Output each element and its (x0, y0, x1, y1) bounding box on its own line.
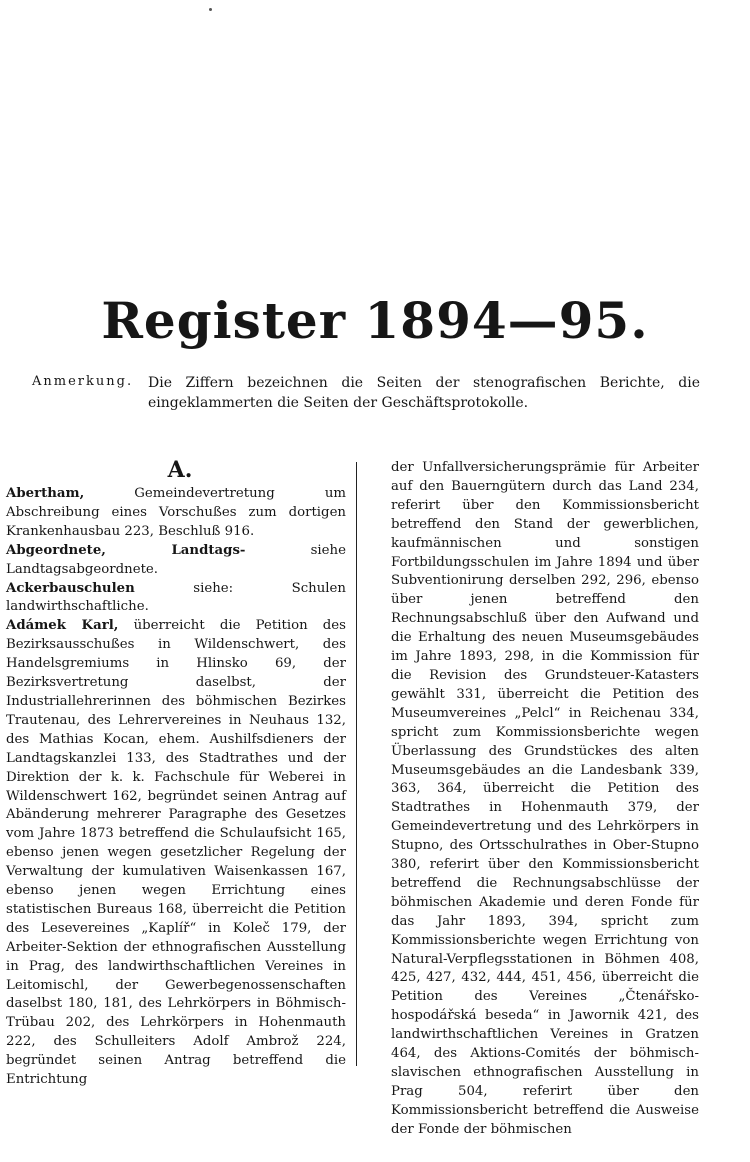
register-entry-abertham (6, 485, 346, 542)
section-letter: A. (167, 457, 193, 483)
right-column (391, 459, 699, 1140)
ink-speck (209, 8, 212, 11)
entry-text: überreicht die Petition des Bezirksausschußes in Wildenschwert, des Handelsgremiums in Hlinsko 69, der Bezirksvertretung daselbst, der Industriallehrerinnen des böhmischen Bezirkes Trautenau, des Lehrervereines in Neuhaus 132, des Mathias Kocan, ehem. Aushilfsdieners der Landtagskanzlei 133, des Stadtrathes und der Direktion der k. k. Fachschule für Weberei in Wildenschwert 162, begründet seinen Antrag auf Abänderung mehrerer Paragraphe des Gesetzes vom Jahre 1873 betreffend die Schulaufsicht 165, ebenso jenen wegen gesetzlicher Regelung der Verwaltung der kumulativen Waisenkassen 167, ebenso jenen wegen Errichtung eines statistischen Bureaus 168, überreicht die Petition des Lesevereines „Kaplíř“ in Koleč 179, der Arbeiter-Sektion der ethnografischen Ausstellung in Prag, des landwirthschaftlichen Vereines in Leitomischl, der Gewerbegenossenschaften daselbst 180, 181, des Lehrkörpers in Böhmisch-Trübau 202, des Lehrkörpers in Hohenmauth 222, des Schulleiters Adolf Ambrož 224, begründet seinen Antrag betreffend die Entrichtung (6, 618, 347, 1088)
entry-head: Adámek Karl, (6, 618, 119, 634)
register-entry-ackerbauschulen (6, 580, 346, 618)
entry-head: Ackerbauschulen (6, 580, 135, 596)
note-label: Anmerkung. (32, 374, 134, 389)
column-divider (356, 462, 357, 1066)
entry-head: Abgeordnete, Landtags- (6, 542, 246, 558)
left-column (6, 458, 346, 1090)
entry-text: siehe Landtagsabgeordnete. (6, 542, 346, 577)
entry-head: Abertham, (6, 486, 85, 501)
entry-text: Gemeindevertretung um Abschreibung eines Vorschußes zum dortigen Krankenhausbau 223, Beschluß 916. (6, 486, 346, 539)
register-entry-adamek (6, 617, 346, 1090)
entry-continuation-text: der Unfallversicherungsprämie für Arbeiter auf den Bauerngütern durch das Land 234, referirt über den Kommissionsbericht betreffend den Stand der gewerblichen, kaufmännischen und sonstigen Fortbildungsschulen im Jahre 1894 und über Subventionirung derselben 292, 296, ebenso über jenen betreffend den Rechnungsabschluß über den Aufwand und die Erhaltung des neuen Museumsgebäudes im Jahre 1893, 298, in die Kommission für die Revision des Grundsteuer-Katasters gewählt 331, überreicht die Petition des Museumvereines „Pelcl“ in Reichenau 334, spricht zum Kommissionsberichte wegen Überlassung des Grundstückes des alten Museumsgebäudes an die Landesbank 339, 363, 364, überreicht die Petition des Stadtrathes in Hohenmauth 379, der Gemeindevertretung und des Lehrkörpers in Stupno, des Ortsschulrathes in Ober-Stupno 380, referirt über den Kommissionsbericht betreffend die Rechnungsabschlüsse der böhmischen Akademie und deren Fonde für das Jahr 1893, 394, spricht zum Kommissionsberichte wegen Errichtung von Natural-Verpflegsstationen in Böhmen 408, 425, 427, 432, 444, 451, 456, überreicht die Petition des Vereines „Čtenářsko-hospodářská beseda“ in Jawornik 421, des landwirthschaftlichen Vereines in Gratzen 464, des Aktions-Comités der böhmisch-slavischen ethnografischen Ausstellung in Prag 504, referirt über den Kommissionsbericht betreffend die Ausweise der Fonde der böhmischen (391, 460, 699, 1137)
entry-text: siehe: Schulen landwirthschaftliche. (6, 580, 346, 615)
register-entry-abgeordnete (6, 542, 346, 580)
note-text: Die Ziffern bezeichnen die Seiten der stenografischen Berichte, die eingeklammerten die Seiten der Geschäftsprotokolle. (148, 375, 700, 411)
page-title: Register 1894—95. (101, 291, 649, 350)
